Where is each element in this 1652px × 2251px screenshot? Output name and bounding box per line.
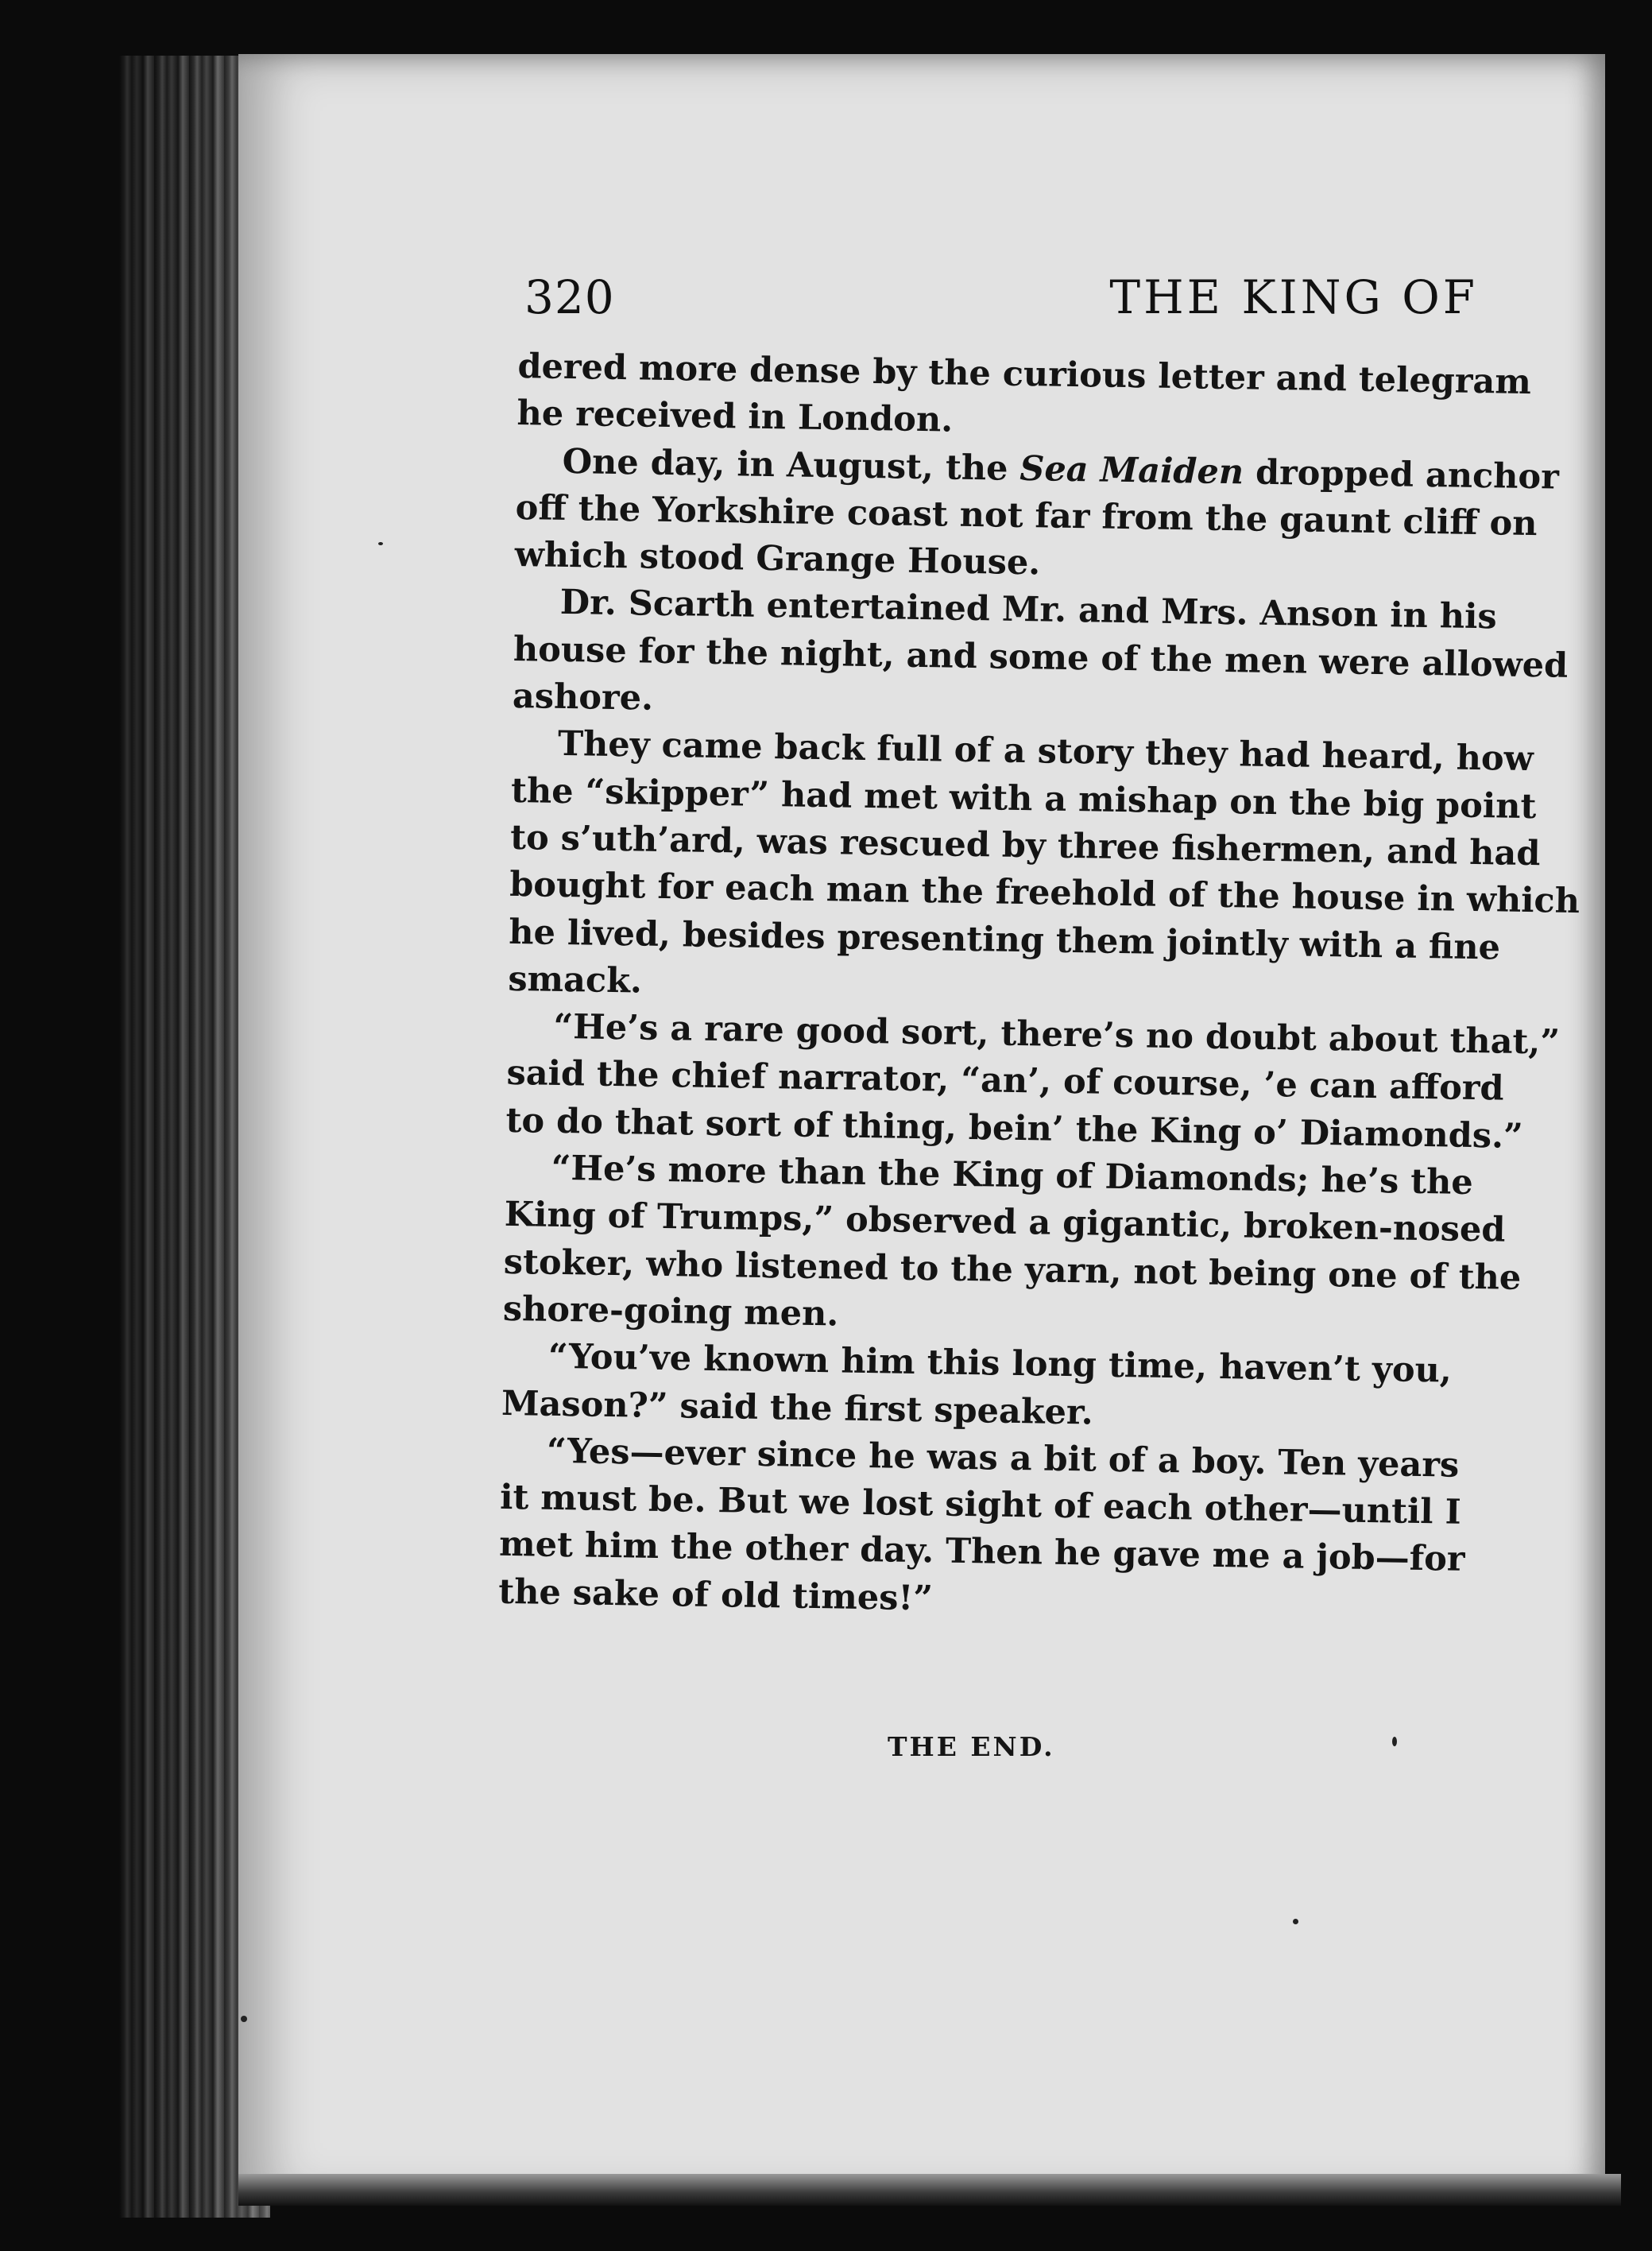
- text-line: “You’ve known him this long time, haven’t you,: [547, 1336, 1453, 1391]
- text-line: the sake of old times!”: [497, 1571, 934, 1619]
- text-line: Dr. Scarth entertained Mr. and Mrs. Anson in his: [559, 583, 1498, 637]
- page-number: 320: [524, 270, 615, 324]
- text-line: smack.: [508, 959, 643, 1002]
- text-line: said the chief narrator, “an’, of course, ’e can afford: [506, 1053, 1504, 1110]
- text-segment: dropped anchor: [1243, 451, 1560, 498]
- text-line: bought for each man the freehold of the house in which: [509, 865, 1580, 922]
- text-line: dered more dense by the curious letter and telegram: [517, 346, 1532, 403]
- text-line: he lived, besides presenting them jointly with a fine: [508, 912, 1501, 968]
- text-line: stoker, who listened to the yarn, not being one of the: [503, 1242, 1522, 1298]
- text-line: he received in London.: [516, 393, 954, 440]
- text-line: to do that sort of thing, bein’ the King o’ Diamonds.”: [505, 1100, 1524, 1156]
- text-line: ashore.: [512, 676, 654, 719]
- text-line: shore-going men.: [502, 1288, 839, 1335]
- scan-speck: [1293, 1919, 1298, 1924]
- text-line: They came back full of a story they had heard, how: [557, 724, 1534, 780]
- scan-speck: [1392, 1737, 1397, 1746]
- body-text: [497, 343, 1580, 1631]
- page-header: [524, 270, 1478, 334]
- text-line: it must be. But we lost sight of each other—until I: [499, 1477, 1462, 1532]
- text-line: “He’s more than the King of Diamonds; he’s the: [551, 1148, 1474, 1203]
- text-line: met him the other day. Then he gave me a job—for: [498, 1525, 1465, 1580]
- text-line: which stood Grange House.: [514, 535, 1041, 583]
- text-line: the “skipper” had met with a mishap on the big point: [510, 770, 1537, 827]
- text-line: King of Trumps,” observed a gigantic, broken-nosed: [504, 1195, 1506, 1250]
- text-line: “He’s a rare good sort, there’s no doubt about that,”: [553, 1006, 1561, 1063]
- text-line: “Yes—ever since he was a bit of a boy. Ten years: [546, 1431, 1460, 1486]
- text-line: Mason?” said the first speaker.: [501, 1383, 1094, 1433]
- scan-speck: [241, 2016, 247, 2022]
- text-line: house for the night, and some of the men were allowed: [513, 629, 1569, 686]
- running-head: THE KING OF: [1109, 270, 1478, 324]
- page-bottom-edge: [238, 2174, 1621, 2206]
- the-end: THE END.: [888, 1731, 1055, 1762]
- ship-name: Sea Maiden: [1019, 448, 1244, 492]
- text-line: off the Yorkshire coast not far from the gaunt cliff on: [515, 487, 1538, 544]
- scan-speck: [378, 542, 383, 545]
- text-segment: One day, in August, the: [562, 441, 1020, 489]
- text-line: to s’uth’ard, was rescued by three fishermen, and had: [509, 817, 1541, 874]
